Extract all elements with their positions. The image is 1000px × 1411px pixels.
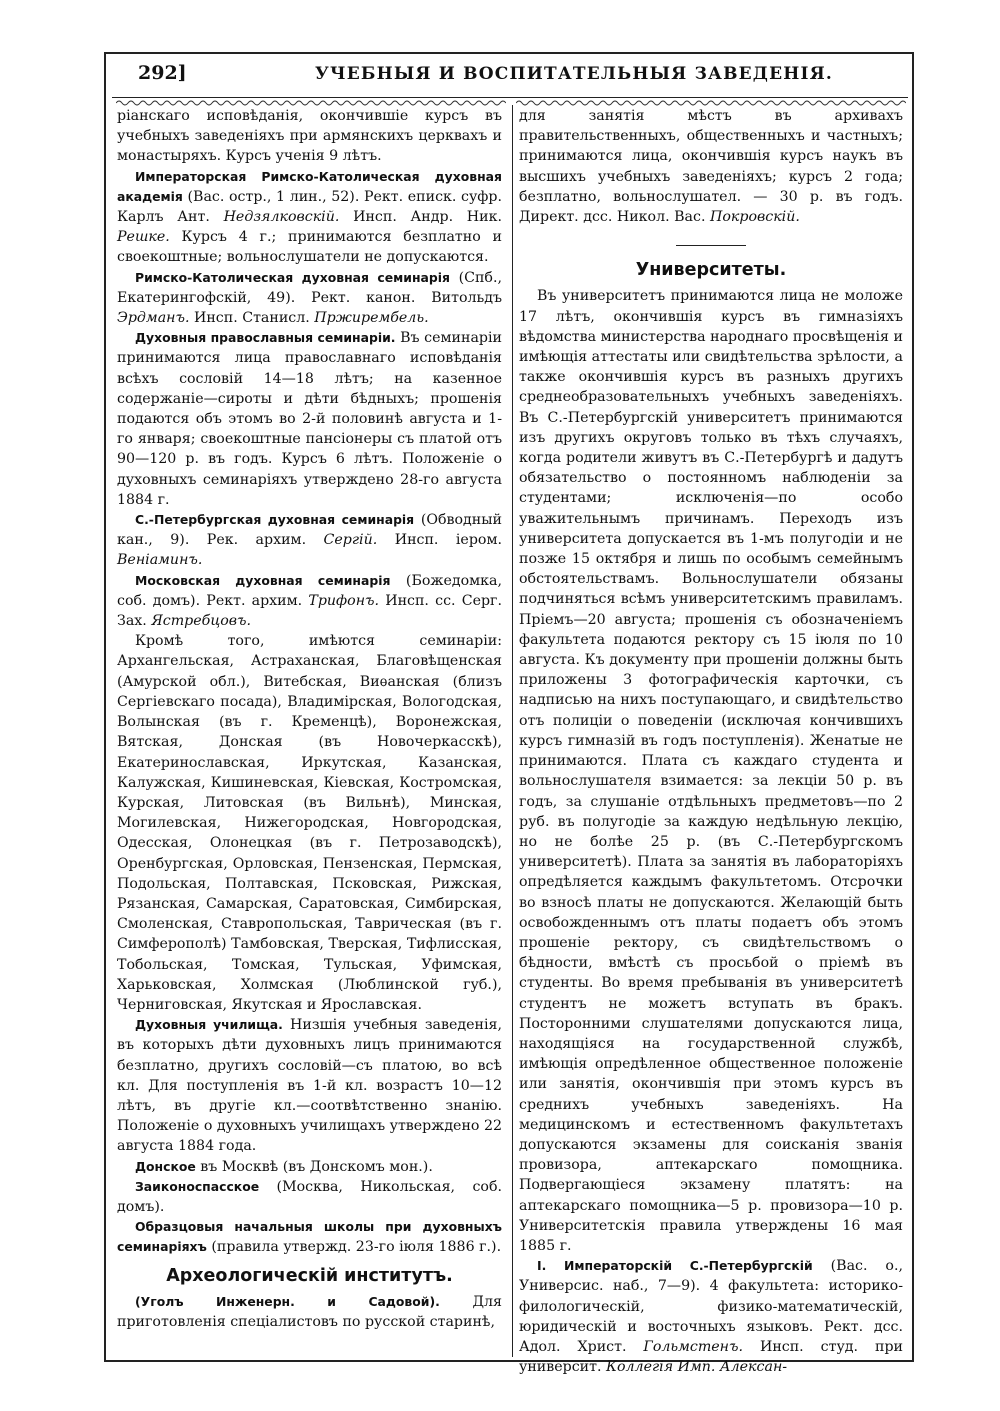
institution-address: (Уголъ Инженерн. и Садовой). <box>135 1293 440 1309</box>
institution-name: Императорская Римско-Католическая духовная академія <box>117 168 502 204</box>
paragraph-universities-rules: Въ университетъ принимаются лица не моложе 17 лѣтъ, окончившія курсъ въ гимназіяхъ вѣдомства министерства народнаго просвѣщенія и имѣющія аттестаты или свидѣтельства зрѣлости, а также окончившія курсъ въ разныхъ другихъ среднеобразовательныхъ учебныхъ заведеніяхъ. Въ С.-Петербургскій университетъ принимаются изъ другихъ округовъ только въ тѣхъ случаяхъ, когда родители живутъ въ С.-Петербургѣ и дадутъ обязательство о постоянномъ наблюденіи за студентами; исключенія—по особо уважительнымъ причинамъ. Переходъ изъ университета допускается въ 1-мъ полугодіи и не позже 15 октября и лишь по особымъ семейнымъ обстоятельствамъ. Вольнослушатели обязаны подчиняться всѣмъ университетскимъ правиламъ. Пріемъ—20 августа; прошенія съ обозначеніемъ факультета подаются ректору съ 15 іюля по 10 августа. Къ документу при прошеніи должны быть приложены 3 фотографическія карточки, съ надписью на нихъ поступающаго, и свидѣтельство отъ полиціи о поведеніи (исключая кончившихъ курсъ гимназій въ годъ поступленія). Женатые не принимаются. Плата съ каждаго студента и вольнослушателя взимается: за лекціи 50 р. въ годъ, за слушаніе отдѣльныхъ предметовъ—по 2 руб. въ полугодіе за каждую недѣльную лекцію, но не болѣе 25 р. (въ С.-Петербургскомъ университетѣ). Плата за занятія въ лабораторіяхъ опредѣляется каждымъ факультетомъ. Отсрочки во взносѣ платы не допускаются. Желающій быть освобожденнымъ отъ платы подаетъ объ этомъ прошеніе ректору, съ свидѣтельствомъ о бѣдности, вмѣстѣ съ просьбой о пріемѣ въ студенты. Во время пребыванія въ университетѣ студентъ не можетъ вступать въ бракъ. Посторонними слушателями допускаются лица, находящіяся на государственной службѣ, имѣющія опредѣленное общественное положеніе или занятія, окончившія при этомъ курсъ въ среднихъ учебныхъ заведеніяхъ. На медицинскомъ и естественномъ факультетахъ допускаются экзамены для соисканія званія провизора, аптекарскаго помощника. Подвергающіеся экзамену платятъ: на аптекарскаго помощника—5 р. провизора—10 р. Университетскія правила утверждены 16 мая 1885 г. <box>519 288 903 1254</box>
section-title-universities: Университеты. <box>635 260 787 281</box>
institution-name: Донское <box>135 1158 196 1174</box>
person-name: Веніаминъ. <box>117 552 203 569</box>
running-title: УЧЕБНЫЯ И ВОСПИТАТЕЛЬНЫЯ ЗАВЕДЕНІЯ. <box>315 64 833 84</box>
person-name: Гольмстенъ. <box>643 1338 743 1355</box>
entry-text: для занятія мѣстъ въ архивахъ правительственныхъ, общественныхъ и частныхъ; принимаются лица, окончившія курсъ наукъ въ высшихъ учебныхъ заведеніяхъ; курсъ 2 года; безплатно, вольнослушател. — 30 р. въ годъ. Директ. дсс. Никол. Вас. <box>519 108 903 226</box>
entry-text: Курсъ 4 г.; принимаются безплатно и своекоштные; вольнослушатели не допускаются. <box>117 229 502 266</box>
person-name: Коллегія Имп. Алексан- <box>606 1359 788 1376</box>
entry-religious-schools <box>117 1015 502 1156</box>
entry-catholic-academy <box>117 167 502 268</box>
right-column <box>519 106 903 1377</box>
paragraph-armenian-continuation: ріанскаго исповѣданія, окончившіе курсъ въ учебныхъ заведеніяхъ при армянскихъ церквахъ и монастыряхъ. Курсъ ученія 9 лѣтъ. <box>117 108 502 165</box>
entry-text: Инсп. Андр. Ник. <box>339 209 502 226</box>
person-name: Решке. <box>117 229 170 246</box>
entry-text: Инсп. студ. при университ. <box>519 1338 903 1376</box>
section-title-archaeological: Археологическій институтъ. <box>166 1265 453 1286</box>
entry-text: (Спб., Екатерингофскій, 49). Рект. канон. Витольдъ <box>117 269 502 306</box>
person-name: Сергій. <box>323 532 378 549</box>
person-name: Недзялковскій. <box>223 209 340 226</box>
entry-donskoe <box>117 1157 502 1177</box>
institution-name: Римско-Католическая духовная семинарія <box>135 269 450 285</box>
entry-text: Инсп. іером. <box>377 532 502 549</box>
entry-text: (Вас. о., Универсис. наб., 7—9). 4 факультета: историко-филологическій, физико-математическій, юридическій и восточныхъ языковъ. Рект. дсс. Адол. Христ. <box>519 1258 903 1355</box>
entry-text: (Москва, Никольская, соб. домъ). <box>117 1178 502 1215</box>
entry-spb-seminary <box>117 510 502 571</box>
entry-text: (Вас. остр., 1 лин., 52). Рект. еписк. суфр. Карлъ Ант. <box>117 188 502 226</box>
entry-text: Инсп. сс. Серг. Зах. <box>117 592 502 630</box>
institution-name: Заиконоспасское <box>135 1178 260 1194</box>
entry-spb-university <box>519 1256 903 1377</box>
institution-name: С.-Петербургская духовная семинарія <box>135 512 415 528</box>
person-name: Покровскій. <box>709 209 800 226</box>
entry-archaeological-institute <box>117 1292 502 1332</box>
institution-name: Московская духовная семинарія <box>135 572 391 588</box>
page-header <box>134 62 898 90</box>
institution-name: Образцовыя начальныя школы при духовныхъ семинаріяхъ <box>117 1219 502 1255</box>
institution-name: Духовныя православныя семинаріи. <box>135 330 396 346</box>
entry-zaikonospasskoe <box>117 1177 502 1217</box>
entry-orthodox-seminaries <box>117 328 502 510</box>
entry-moscow-seminary <box>117 571 502 632</box>
column-divider <box>512 105 513 1357</box>
person-name: Трифонъ. <box>308 592 380 609</box>
left-column <box>117 106 502 1332</box>
entry-text: Низшія учебныя заведенія, въ которыхъ дѣти духовныхъ лицъ принимаются безплатно, другихъ сословій—съ платою, во всѣ кл. Для поступленія въ 1-й кл. возрастъ 10—12 лѣтъ, въ другіе кл.—соотвѣтственно знанію. Положеніе о духовныхъ училищахъ утверждено 22 августа 1884 года. <box>117 1017 503 1155</box>
entry-text: въ Москвѣ (въ Донскомъ мон.). <box>195 1158 433 1175</box>
entry-model-schools <box>117 1217 502 1257</box>
institution-name: Духовныя училища. <box>135 1017 283 1033</box>
person-name: Ястребцовъ. <box>151 613 251 630</box>
entry-text: Въ семинаріи принимаются лица православнаго исповѣданія всѣхъ сословій 14—18 лѣтъ; на казенное содержаніе—сироты и дѣти бѣдныхъ; прошенія подаются объ этомъ во 2-й половинѣ августа и 1-го января; своекоштные пансіонеры съ платой отъ 90—120 р. въ годъ. Курсъ 6 лѣтъ. Положеніе о духовныхъ семинаріяхъ утверждено 28-го августа 1884 г. <box>117 330 502 508</box>
entry-text: (Божедомка, соб. домъ). Рект. архим. <box>117 572 503 609</box>
paragraph-seminary-list: Кромѣ того, имѣются семинаріи: Архангельская, Астраханская, Благовѣщенская (Амурской обл.), Витебская, Виѳанская (близъ Сергіевскаго посада), Владимірская, Вологодская, Волынская (въ г. Кременцѣ), Воронежская, Вятская, Донская (въ Новочеркасскѣ), Екатеринославская, Иркутская, Казанская, Калужская, Кишиневская, Кіевская, Костромская, Курская, Литовская (въ Вильнѣ), Минская, Могилевская, Нижегородская, Новгородская, Одесская, Олонецкая (въ г. Петрозаводскѣ), Оренбургская, Орловская, Пензенская, Пермская, Подольская, Полтавская, Псковская, Рижская, Рязанская, Самарская, Саратовская, Симбирская, Смоленская, Ставропольская, Таврическая (въ г. Симферополѣ) Тамбовская, Тверская, Тифлисская, Тобольская, Томская, Тульская, Уфимская, Харьковская, Холмская (Люблинской губ.), Черниговская, Якутская и Ярославская. <box>117 633 502 1013</box>
entry-text: Инсп. Станисл. <box>189 310 315 327</box>
entry-catholic-seminary <box>117 268 502 329</box>
person-name: Пржирембель. <box>314 310 429 327</box>
entry-text: (Обводный кан., 9). Рек. архим. <box>117 512 502 549</box>
institution-name: I. Императорскій С.-Петербургскій <box>537 1258 813 1274</box>
page-number: 292] <box>138 62 187 84</box>
paragraph-archaeological-continuation <box>519 106 903 227</box>
section-separator <box>676 245 746 246</box>
entry-text: (правила утвержд. 23-го іюля 1886 г.). <box>206 1239 502 1256</box>
entry-text: Для приготовленія спеціалистовъ по русской старинѣ, <box>117 1293 502 1330</box>
person-name: Эрдманъ. <box>117 310 190 327</box>
